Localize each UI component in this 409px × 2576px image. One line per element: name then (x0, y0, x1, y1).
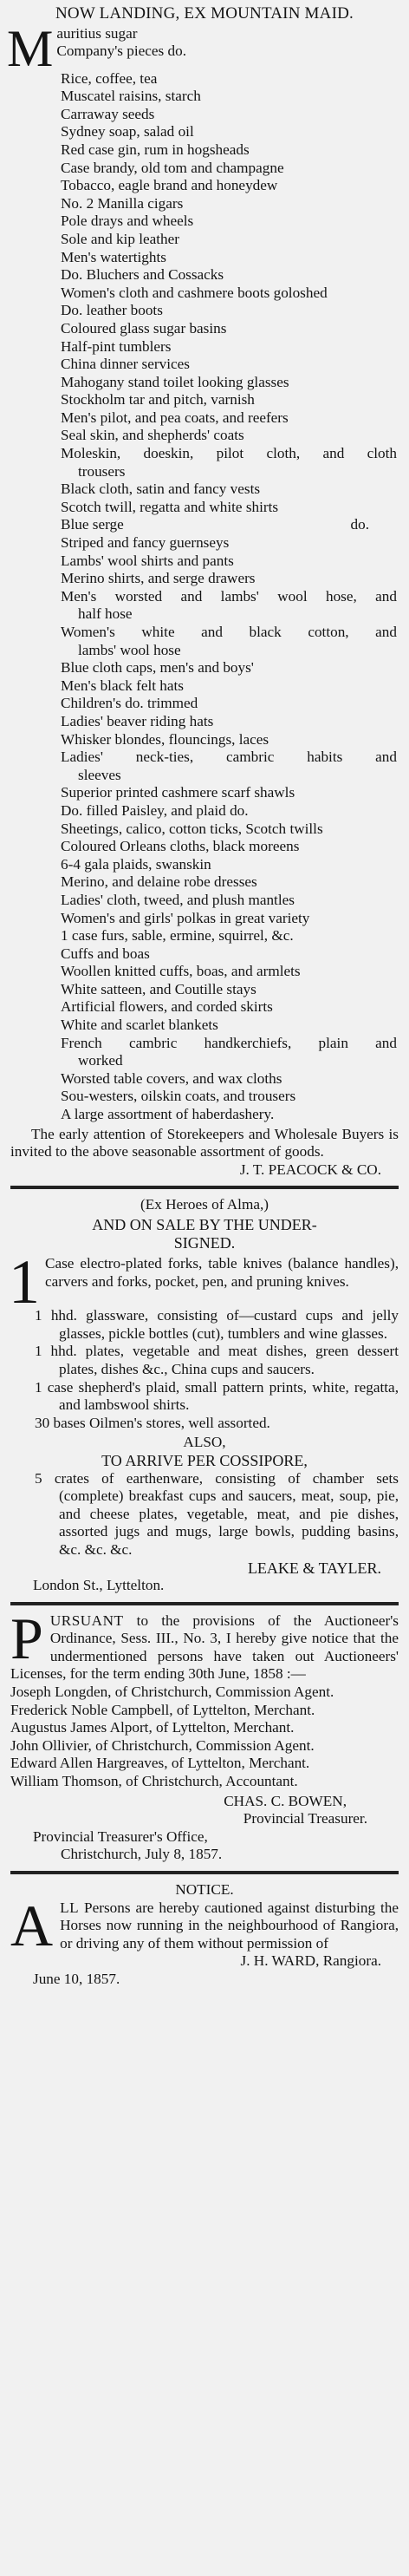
item-line: Merino shirts, and serge drawers (61, 570, 256, 587)
item-line: Pole drays and wheels (61, 212, 194, 230)
consignment-item: 1 case shepherd's plaid, small pattern prints, white, regatta, and lambswool shirts. (35, 1378, 399, 1414)
advert-leake-tayler (10, 1196, 399, 1594)
item-line (10, 624, 399, 659)
signature: CHAS. C. BOWEN, (224, 1792, 347, 1809)
item-line: Half-pint tumblers (61, 337, 172, 355)
licensee-entry: Edward Allen Hargreaves, of Lyttelton, Merchant. (10, 1755, 310, 1772)
lead-paragraph: to the provisions of the Auctioneer's Ordinance, Sess. III., No. 3, I hereby give notice that the undermentioned persons have taken out Auctioneers' Licenses, for the term ending 30th June, 1858 :— (10, 1612, 399, 1683)
item-line (10, 516, 399, 534)
item-line: Stockholm tar and pitch, varnish (61, 391, 255, 409)
item-line: Children's do. trimmed (61, 695, 198, 712)
item-line: Men's pilot, and pea coats, and reefers (61, 409, 289, 426)
advert-auctioneers (10, 1605, 399, 1864)
item-line: Mahogany stand toilet looking glasses (61, 373, 289, 390)
item-line: Worsted table covers, and wax cloths (61, 1069, 282, 1087)
lead-caps: LL (60, 1899, 80, 1916)
licensee-entry: William Thomson, of Christchurch, Accountant. (10, 1773, 298, 1790)
item-line: Lambs' wool shirts and pants (61, 552, 234, 569)
advert-heading: NOTICE. (175, 1881, 234, 1898)
item-line: Women's and girls' polkas in great variety (61, 909, 310, 926)
item-line: Striped and fancy guernseys (61, 534, 230, 552)
signature: J. T. PEACOCK & CO. (239, 1161, 381, 1178)
advert-heading: NOW LANDING, EX MOUNTAIN MAID. (55, 4, 354, 23)
lead-caps: URSUANT (49, 1612, 124, 1629)
item-line: White and scarlet blankets (61, 1017, 218, 1034)
advert-heading: AND ON SALE BY THE UNDER- (92, 1216, 317, 1233)
advert-ex: (Ex Heroes of Alma,) (140, 1196, 269, 1213)
licensee-entry: Augustus James Alport, of Lyttelton, Merchant. (10, 1719, 295, 1736)
notice-text: Persons are hereby cautioned against disturbing the Horses now running in the neighbourhood of Rangiora, or driving any of them without permission of (60, 1899, 399, 1952)
item-line-part: worked (78, 1052, 123, 1069)
item-text: Blue serge (61, 516, 124, 533)
item-line-part: trousers (78, 462, 126, 480)
item-line: Coloured Orleans cloths, black moreens (61, 838, 300, 855)
drop-cap: P (10, 1605, 43, 1671)
item-line-part: Women's white and black cotton, and (61, 624, 397, 640)
item-line: Whisker blondes, flouncings, laces (61, 730, 269, 748)
item-line: Men's black felt hats (61, 677, 184, 694)
item-line (10, 749, 399, 784)
licensee-entry: Joseph Longden, of Christchurch, Commission Agent. (10, 1684, 334, 1701)
licensee-entry: Frederick Noble Campbell, of Lyttelton, Merchant. (10, 1701, 315, 1718)
item-line: Black cloth, satin and fancy vests (61, 481, 261, 498)
licensee-entry: John Ollivier, of Christchurch, Commission Agent. (10, 1736, 315, 1754)
item-line-part: Men's worsted and lambs' wool hose, and (61, 587, 397, 605)
date: June 10, 1857. (33, 1970, 120, 1987)
item-line: Coloured glass sugar basins (61, 319, 227, 337)
item-line: Red case gin, rum in hogsheads (61, 141, 250, 158)
signature-title: Provincial Treasurer. (243, 1810, 367, 1827)
divider (10, 1871, 399, 1874)
also-label: ALSO, (183, 1434, 226, 1451)
drop-cap: A (10, 1892, 54, 1958)
item-line: Superior printed cashmere scarf shawls (61, 784, 295, 801)
item-line (10, 588, 399, 624)
item-line: Muscatel raisins, starch (61, 88, 201, 105)
advert-notice (10, 1881, 399, 1989)
item-line: Case brandy, old tom and champagne (61, 159, 284, 176)
address: London St., Lyttelton. (33, 1577, 165, 1594)
signature: LEAKE & TAYLER. (247, 1559, 381, 1577)
item-line: 6-4 gala plaids, swanskin (61, 855, 211, 873)
item-line: White satteen, and Coutille stays (61, 980, 256, 997)
item-line: auritius sugar (56, 24, 138, 42)
item-line: 1 case furs, sable, ermine, squirrel, &c. (61, 927, 294, 945)
item-line-part: half hose (78, 605, 133, 623)
item-line: Sole and kip leather (61, 230, 179, 247)
consignment-item: 1 hhd. glassware, consisting of—custard cups and jelly glasses, pickle bottles (cut), tumblers and wine glasses. (35, 1307, 399, 1342)
item-line: Merino, and delaine robe dresses (61, 873, 257, 891)
item-line: Seal skin, and shepherds' coats (61, 427, 244, 444)
item-line: Blue cloth caps, men's and boys' (61, 659, 254, 677)
item-line: Rice, coffee, tea (61, 69, 158, 87)
date: Christchurch, July 8, 1857. (61, 1846, 223, 1863)
consignment-item: 1 hhd. plates, vegetable and meat dishes, green dessert plates, dishes &c., China cups and saucers. (35, 1343, 399, 1377)
item-line: Men's watertights (61, 248, 166, 265)
drop-cap: M (7, 19, 54, 77)
item-line: Women's cloth and cashmere boots goloshed (61, 284, 328, 301)
arrive-item: 5 crates of earthenware, consisting of chamber sets (complete) breakfast cups and saucers, meat, soup, pie, and cheese plates, vegetable, meat, and pie dishes, assorted jugs and mugs, large bowls, pudding basins, &c. &c. &c. (35, 1469, 399, 1558)
consignment-item: 30 bases Oilmen's stores, well assorted. (35, 1414, 270, 1431)
signature: J. H. WARD, Rangiora. (240, 1952, 381, 1970)
item-line-part: Moleskin, doeskin, pilot cloth, and cloth (61, 445, 397, 462)
item-line: Scotch twill, regatta and white shirts (61, 498, 279, 515)
ditto-mark: do. (350, 516, 369, 533)
item-line: Ladies' cloth, tweed, and plush mantles (61, 891, 295, 908)
closing-paragraph: The early attention of Storekeepers and Wholesale Buyers is invited to the above seasonable assortment of goods. (10, 1125, 399, 1161)
divider (10, 1602, 399, 1605)
office: Provincial Treasurer's Office, (33, 1827, 208, 1845)
item-line: Ladies' beaver riding hats (61, 712, 214, 729)
item-line: Artificial flowers, and corded skirts (61, 998, 273, 1016)
item-line: No. 2 Manilla cigars (61, 194, 184, 212)
advert-peacock (7, 4, 399, 1179)
lead-paragraph: Case electro-plated forks, table knives (balance handles), carvers and forks, pocket, pen, and pruning knives. (45, 1255, 399, 1290)
item-line-part: lambs' wool hose (78, 641, 181, 658)
item-line: Carraway seeds (61, 105, 155, 122)
item-line (10, 445, 399, 481)
drop-cap: 1 (9, 1247, 40, 1317)
item-line-part: French cambric handkerchiefs, plain and (61, 1034, 397, 1051)
item-line-part: sleeves (78, 766, 121, 783)
item-line: Sou-westers, oilskin coats, and trousers (61, 1088, 296, 1105)
item-line: Do. Bluchers and Cossacks (61, 266, 224, 284)
item-line: Sydney soap, salad oil (61, 123, 194, 141)
item-line: China dinner services (61, 356, 190, 373)
divider (10, 1186, 399, 1189)
item-line: Sheetings, calico, cotton ticks, Scotch twills (61, 820, 323, 837)
item-line: Tobacco, eagle brand and honeydew (61, 177, 278, 194)
item-line: Woollen knitted cuffs, boas, and armlets (61, 963, 301, 980)
item-line: Cuffs and boas (61, 945, 150, 962)
item-line (10, 1035, 399, 1070)
item-line: Do. filled Paisley, and plaid do. (61, 801, 249, 819)
item-line: A large assortment of haberdashery. (61, 1106, 275, 1123)
arrive-heading: TO ARRIVE PER COSSIPORE, (101, 1451, 308, 1469)
item-line-part: Ladies' neck-ties, cambric habits and (61, 749, 397, 766)
item-line: Company's pieces do. (56, 42, 187, 60)
advert-heading: SIGNED. (173, 1233, 236, 1252)
item-line: Do. leather boots (61, 302, 163, 319)
